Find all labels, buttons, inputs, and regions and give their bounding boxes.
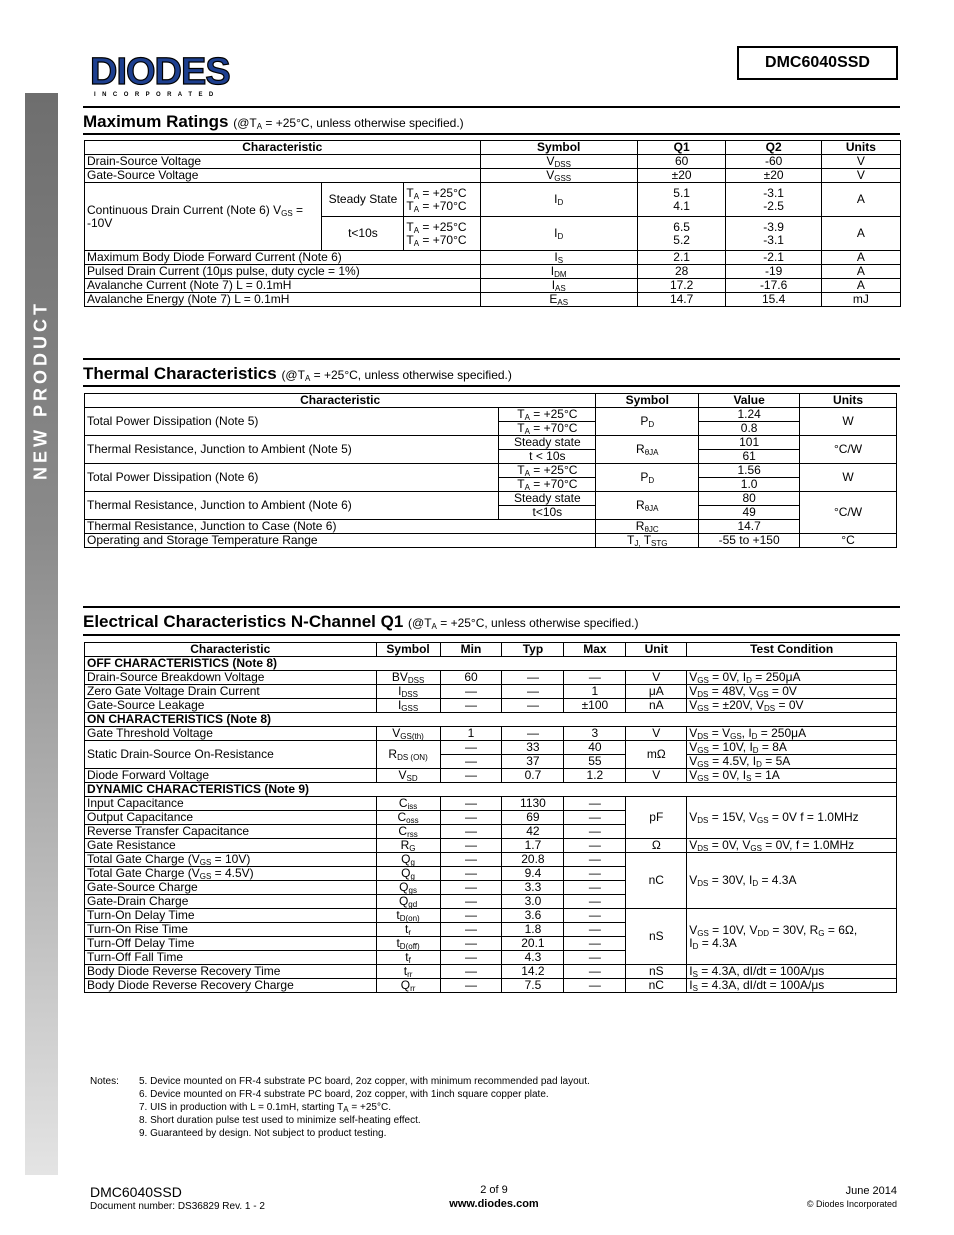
table-row: t<10s 49: [85, 506, 897, 520]
max-ratings-title: Maximum Ratings ($@T_A = +25^\circ C$, unless otherwise specified.): [83, 112, 464, 131]
note-item: 7. UIS in production with L = 0.1mH, starting $T_A = +25^\circ C$.: [139, 1102, 391, 1114]
table-row: Total Power Dissipation (Note 6) $T_A = +25^\circ C$ $P_D$ 1.56 W: [85, 464, 897, 478]
svg-text:DIODES: DIODES: [90, 52, 230, 93]
svg-text:I N C O R P O R A T E D: I N C O R P O R A T E D: [94, 92, 216, 98]
footer-page: 2 of 9: [480, 1184, 508, 1196]
electrical-rule: [83, 634, 900, 636]
section-row: ON CHARACTERISTICS (Note 8): [85, 713, 897, 727]
thermal-top-rule: [83, 358, 900, 360]
notes-label: Notes:: [90, 1076, 119, 1087]
table-row: — 37 55 $V_{GS} = 4.5V$, $I_D = 5A$: [85, 755, 897, 769]
note-item: 5. Device mounted on FR-4 substrate PC board, 2oz copper, with minimum recommended pad layout.: [139, 1076, 590, 1087]
footer-copyright: © Diodes Incorporated: [806, 1199, 897, 1209]
section-row: DYNAMIC CHARACTERISTICS (Note 9): [85, 783, 897, 797]
electrical-title: Electrical Characteristics N-Channel Q1 ($@T_A = +25^\circ C$, unless otherwise specified.): [83, 612, 639, 631]
max-ratings-table: [84, 140, 901, 307]
note-item: 9. Guaranteed by design. Not subject to product testing.: [139, 1128, 387, 1139]
table-row: Avalanche Current (Note 7) L = 0.1mH $I_{AS}$ 17.2 -17.6 A: [85, 279, 901, 293]
note-item: 6. Device mounted on FR-4 substrate PC board, 2oz copper, with 1inch square copper plate.: [139, 1089, 549, 1100]
footer-date: June 2014: [845, 1185, 897, 1197]
table-row: Turn-Off Fall Time $t_f$ — 4.3 —: [85, 951, 897, 965]
table-row: Diode Forward Voltage $V_{SD}$ — 0.7 1.2 V $V_{GS} = 0V$, $I_S = 1A$: [85, 769, 897, 783]
new-product-label: NEW PRODUCT: [30, 300, 51, 480]
thermal-rule: [83, 385, 900, 387]
table-row: Drain-Source Breakdown Voltage $BV_{DSS}$ 60 — — V $V_{GS} = 0V$, $I_D = 250\mu A$: [85, 671, 897, 685]
table-row: Continuous Drain Current (Note 6) $V_{GS} = -10V$ Steady State $T_A = +25^\circ C$ $T_A = +70^\circ C$ $I_D$ 5.1 4.1 -3.1 -2.5 A: [85, 183, 901, 217]
table-row: Avalanche Energy (Note 7) L = 0.1mH $E_{AS}$ 14.7 15.4 mJ: [85, 293, 901, 307]
table-row: Turn-On Delay Time $t_{D(on)}$ — 3.6 — nS $V_{GS} = 10V$, $V_{DD} = 30V$, $R_G = 6\Omega$, $I_D = 4.3A$: [85, 909, 897, 923]
table-row: Operating and Storage Temperature Range $T_{J,}$ $T_{STG}$ -55 to +150 °C: [85, 534, 897, 548]
table-row: Drain-Source Voltage $V_{DSS}$ 60 -60 V: [85, 155, 901, 169]
table-header-row: Characteristic Symbol Min Typ Max Unit Test Condition: [85, 643, 897, 657]
table-header-row: Characteristic Symbol Q1 Q2 Units: [85, 141, 901, 155]
table-row: Body Diode Reverse Recovery Time $t_{rr}$ — 14.2 — nS $I_S = 4.3A$, dI/dt = 100A/μs: [85, 965, 897, 979]
table-row: Gate-Drain Charge $Q_{gd}$ — 3.0 —: [85, 895, 897, 909]
table-row: Thermal Resistance, Junction to Case (Note 6) $R_{\theta JC}$ 14.7: [85, 520, 897, 534]
table-row: Turn-Off Delay Time $t_{D(off)}$ — 20.1 —: [85, 937, 897, 951]
table-row: Pulsed Drain Current (10μs pulse, duty cycle = 1%) $I_{DM}$ 28 -19 A: [85, 265, 901, 279]
header-rule: [83, 106, 900, 108]
table-header-row: Characteristic Symbol Value Units: [85, 394, 897, 408]
table-row: Gate-Source Charge $Q_{gs}$ — 3.3 —: [85, 881, 897, 895]
footer-docnum: Document number: DS36829 Rev. 1 - 2: [90, 1201, 265, 1212]
table-row: Maximum Body Diode Forward Current (Note 6) $I_S$ 2.1 -2.1 A: [85, 251, 901, 265]
table-row: Zero Gate Voltage Drain Current $I_{DSS}$ — — 1 μA $V_{DS} = 48V$, $V_{GS} = 0V$: [85, 685, 897, 699]
part-number-box: DMC6040SSD: [737, 46, 898, 80]
table-row: $T_A = +70^\circ C$ 1.0: [85, 478, 897, 492]
table-row: t<10s $T_A = +25^\circ C$ $T_A = +70^\circ C$ $I_D$ 6.5 5.2 -3.9 -3.1 A: [85, 217, 901, 251]
table-row: Thermal Resistance, Junction to Ambient (Note 6) Steady state $R_{\theta JA}$ 80 °C/W: [85, 492, 897, 506]
diodes-logo: [90, 52, 265, 103]
notes-list: [139, 1075, 590, 1140]
sidebar-band: [25, 93, 58, 1175]
table-row: Gate-Source Leakage $I_{GSS}$ — — ±100 nA $V_{GS} = \pm 20V$, $V_{DS} = 0V$: [85, 699, 897, 713]
footer-part: DMC6040SSD: [90, 1184, 182, 1200]
table-row: Gate Resistance $R_G$ — 1.7 — Ω $V_{DS} = 0V$, $V_{GS} = 0V$, f = 1.0MHz: [85, 839, 897, 853]
table-row: t < 10s 61: [85, 450, 897, 464]
table-row: Static Drain-Source On-Resistance $R_{DS (ON)}$ — 33 40 mΩ $V_{GS} = 10V$, $I_D = 8A$: [85, 741, 897, 755]
table-row: Turn-On Rise Time $t_r$ — 1.8 —: [85, 923, 897, 937]
table-row: Gate-Source Voltage $V_{GSS}$ ±20 ±20 V: [85, 169, 901, 183]
electrical-table: [84, 642, 897, 993]
table-row: Total Power Dissipation (Note 5) $T_A = +25^\circ C$ $P_D$ 1.24 W: [85, 408, 897, 422]
thermal-title: Thermal Characteristics ($@T_A = +25^\circ C$, unless otherwise specified.): [83, 364, 512, 383]
diodes-logo-graphic: [90, 52, 265, 98]
thermal-table: [84, 393, 897, 548]
table-row: Body Diode Reverse Recovery Charge $Q_{rr}$ — 7.5 — nC $I_S = 4.3A$, dI/dt = 100A/μs: [85, 979, 897, 993]
table-row: Thermal Resistance, Junction to Ambient (Note 5) Steady state $R_{\theta JA}$ 101 °C/W: [85, 436, 897, 450]
table-row: Input Capacitance $C_{iss}$ — 1130 — pF $V_{DS} = 15V$, $V_{GS} = 0V$ f = 1.0MHz: [85, 797, 897, 811]
section-row: OFF CHARACTERISTICS (Note 8): [85, 657, 897, 671]
electrical-top-rule: [83, 606, 900, 608]
table-row: Gate Threshold Voltage $V_{GS(th)}$ 1 — 3 V $V_{DS} = V_{GS}$, $I_D = 250\mu A$: [85, 727, 897, 741]
max-ratings-rule: [83, 133, 900, 135]
table-row: $T_A = +70^\circ C$ 0.8: [85, 422, 897, 436]
table-row: Total Gate Charge $(V_{GS} = 10V)$ $Q_g$ — 20.8 — nC $V_{DS} = 30V$, $I_D = 4.3A$: [85, 853, 897, 867]
footer-url[interactable]: www.diodes.com: [449, 1198, 539, 1210]
note-item: 8. Short duration pulse test used to minimize self-heating effect.: [139, 1115, 421, 1126]
table-row: Total Gate Charge $(V_{GS} = 4.5V)$ $Q_g$ — 9.4 —: [85, 867, 897, 881]
table-row: Reverse Transfer Capacitance $C_{rss}$ — 42 —: [85, 825, 897, 839]
table-row: Output Capacitance $C_{oss}$ — 69 —: [85, 811, 897, 825]
